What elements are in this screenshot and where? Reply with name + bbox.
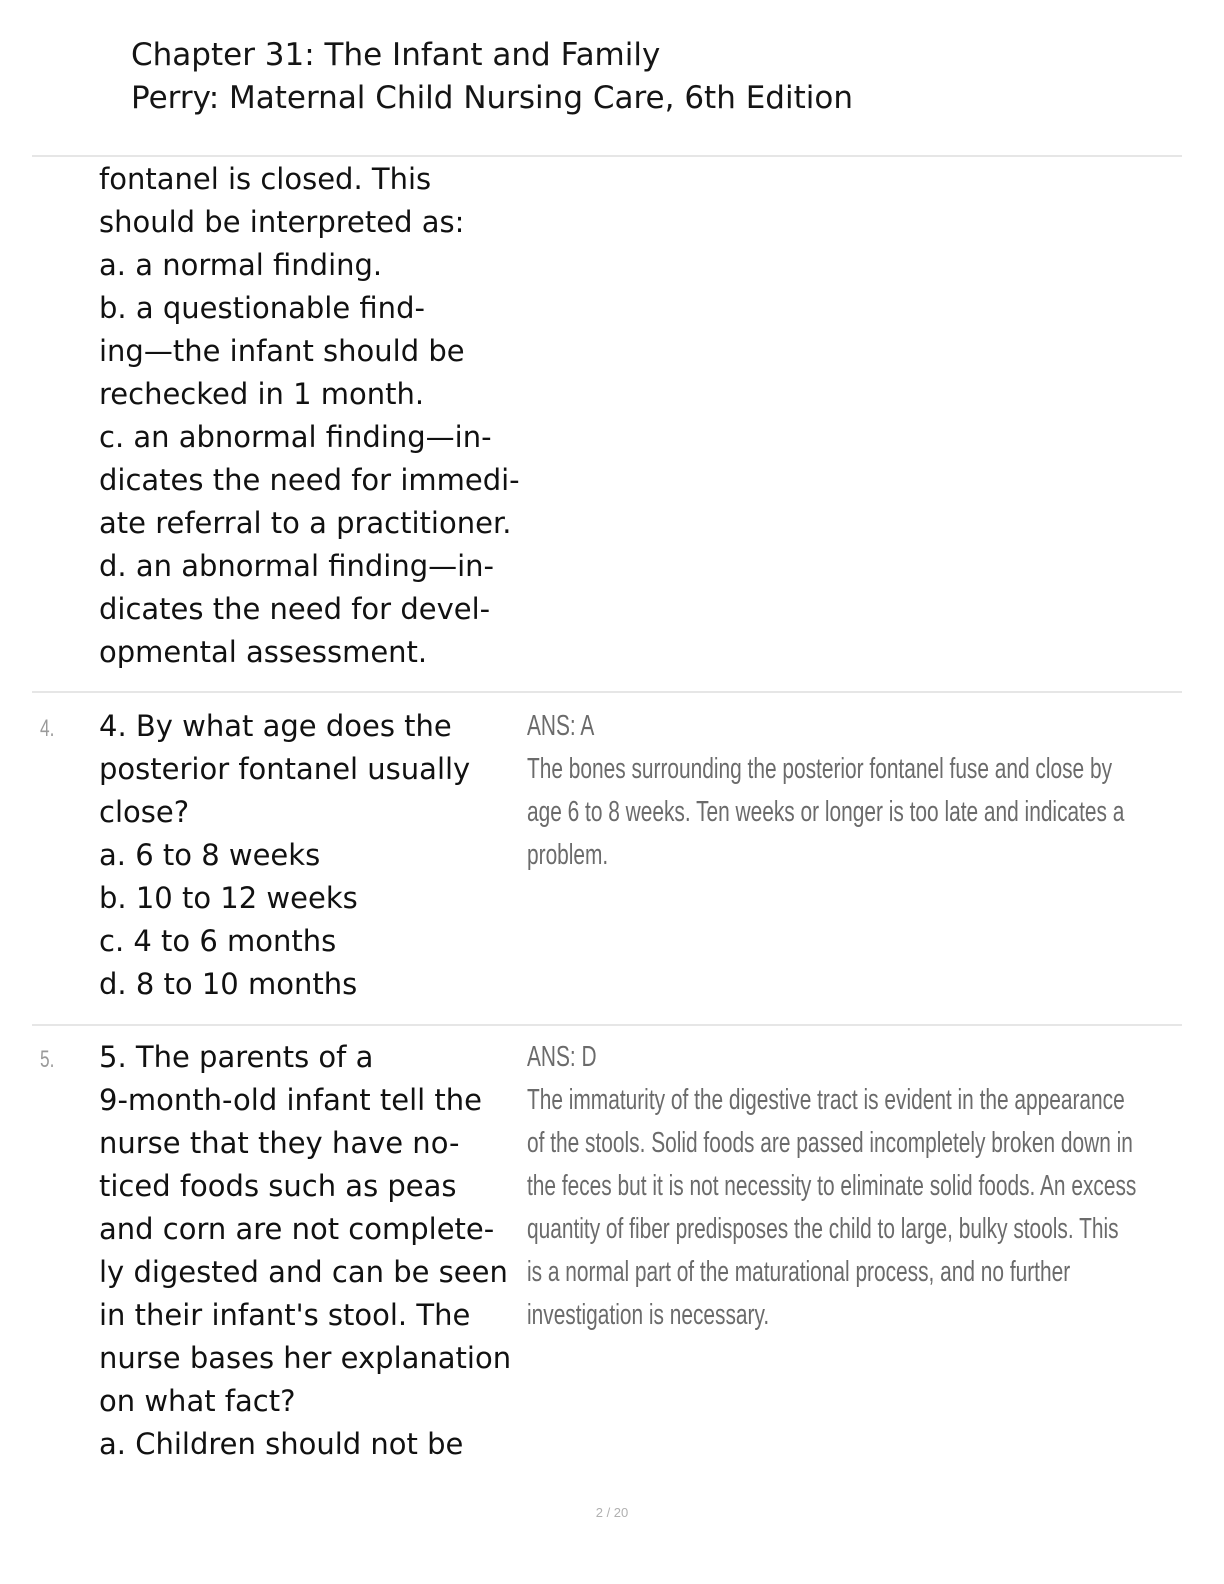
- rationale-line: age 6 to 8 weeks. Ten weeks or longer is too late and indicates a: [527, 796, 1125, 828]
- question-line: ticed foods such as peas: [99, 1169, 457, 1203]
- option-b: b. a questionable find-: [99, 291, 425, 325]
- question-line: close?: [99, 795, 190, 829]
- rationale-line: is a normal part of the maturational process, and no further: [527, 1256, 1071, 1288]
- question-line: 4. By what age does the: [99, 709, 452, 743]
- question-line: should be interpreted as:: [99, 205, 465, 239]
- option-d-line: opmental assessment.: [99, 635, 428, 669]
- rationale-line: of the stools. Solid foods are passed incompletely broken down in: [527, 1127, 1133, 1159]
- option-c: c. 4 to 6 months: [99, 924, 337, 958]
- question-line: fontanel is closed. This: [99, 162, 432, 196]
- option-c-line: dicates the need for immedi-: [99, 463, 520, 497]
- rationale-line: The immaturity of the digestive tract is evident in the appearance: [527, 1084, 1125, 1116]
- option-a: a. Children should not be: [99, 1427, 464, 1461]
- question-line: nurse bases her explanation: [99, 1341, 512, 1375]
- question-line: in their infant's stool. The: [99, 1298, 471, 1332]
- option-c: c. an abnormal finding—in-: [99, 420, 492, 454]
- question-3-continued: [99, 158, 529, 674]
- divider: [32, 1024, 1182, 1026]
- option-d: d. 8 to 10 months: [99, 967, 358, 1001]
- rationale-line: quantity of fiber predisposes the child to large, bulky stools. This: [527, 1213, 1119, 1245]
- option-b-line: ing—the infant should be: [99, 334, 465, 368]
- question-5: [99, 1036, 529, 1466]
- answer-4: [527, 705, 1124, 877]
- question-line: ly digested and can be seen: [99, 1255, 508, 1289]
- option-d: d. an abnormal finding—in-: [99, 549, 495, 583]
- answer-key: ANS: A: [527, 710, 595, 742]
- answer-key: ANS: D: [527, 1041, 597, 1073]
- option-b: b. 10 to 12 weeks: [99, 881, 358, 915]
- question-line: on what fact?: [99, 1384, 296, 1418]
- answer-5: [527, 1036, 1136, 1337]
- question-line: 5. The parents of a: [99, 1040, 374, 1074]
- question-line: posterior fontanel usually: [99, 752, 471, 786]
- question-5-number: 5.: [40, 1046, 55, 1073]
- chapter-title: Chapter 31: The Infant and Family: [131, 37, 661, 73]
- question-4-number: 4.: [40, 715, 55, 742]
- divider: [32, 691, 1182, 693]
- rationale-line: The bones surrounding the posterior fontanel fuse and close by: [527, 753, 1113, 785]
- option-a: a. a normal finding.: [99, 248, 383, 282]
- option-b-line: rechecked in 1 month.: [99, 377, 425, 411]
- rationale-line: problem.: [527, 839, 609, 871]
- question-line: nurse that they have no-: [99, 1126, 460, 1160]
- question-line: and corn are not complete-: [99, 1212, 495, 1246]
- option-a: a. 6 to 8 weeks: [99, 838, 321, 872]
- book-title: Perry: Maternal Child Nursing Care, 6th Edition: [131, 80, 853, 116]
- question-line: 9-month-old infant tell the: [99, 1083, 482, 1117]
- question-4: [99, 705, 529, 1006]
- divider: [32, 155, 1182, 157]
- rationale-line: the feces but it is not necessity to eliminate solid foods. An excess: [527, 1170, 1137, 1202]
- option-c-line: ate referral to a practitioner.: [99, 506, 512, 540]
- rationale-line: investigation is necessary.: [527, 1299, 770, 1331]
- page-number: 2 / 20: [595, 1505, 629, 1520]
- page-header: [131, 34, 853, 120]
- option-d-line: dicates the need for devel-: [99, 592, 491, 626]
